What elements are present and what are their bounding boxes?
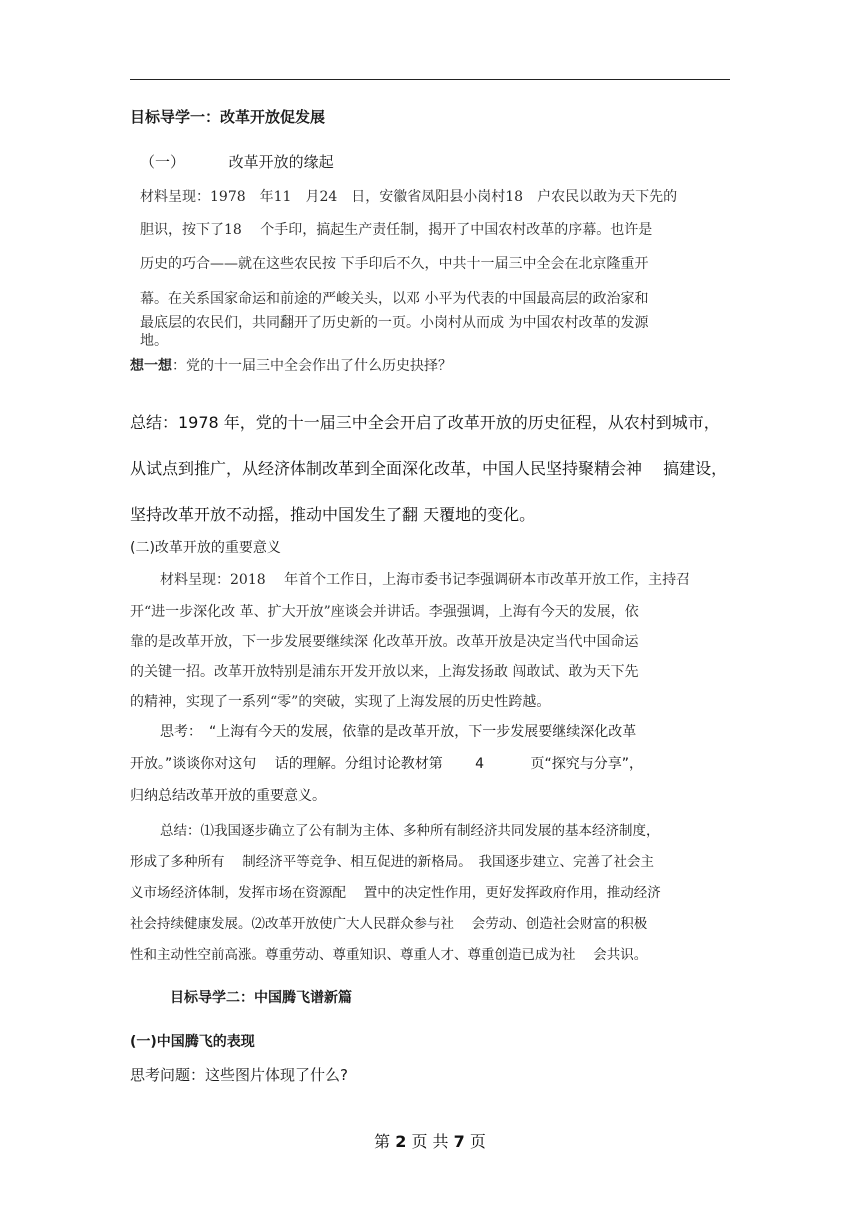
material-1-line: 幕。在关系国家命运和前途的严峻关头，以邓 小平为代表的中国最高层的政治家和 — [140, 291, 649, 307]
material-1-line: 最底层的农民们，共同翻开了历史新的一页。小岗村从而成 为中国农村改革的发源 — [140, 315, 649, 331]
think-prompt — [130, 355, 740, 375]
footer-suffix: 页 — [469, 1132, 486, 1151]
question-text: 思考问题：这些图片体现了什么? — [130, 1066, 348, 1084]
subheading-1-number: （一） — [140, 153, 186, 171]
section-heading-2: 目标导学二：中国腾飞谱新篇 — [170, 990, 352, 1006]
material-1-line: 地。 — [140, 333, 168, 349]
think-label: 想一想 — [130, 358, 172, 374]
summary-1-line: 坚持改革开放不动摇，推动中国发生了翻 天覆地的变化。 — [130, 505, 536, 524]
summary-1-line: 从试点到推广，从经济体制改革到全面深化改革，中国人民坚持聚精会神 搞建设， — [130, 459, 728, 478]
subheading-2: (二)改革开放的重要意义 — [130, 540, 281, 556]
summary-2-line: 总结：⑴我国逐步确立了公有制为主体、多种所有制经济共同发展的基本经济制度， — [160, 823, 660, 839]
summary-2-line: 形成了多种所有 制经济平等竞争、相互促进的新格局。 我国逐步建立、完善了社会主 — [130, 854, 655, 870]
summary-1-line: 总结：1978 年，党的十一届三中全会开启了改革开放的历史征程，从农村到城市， — [130, 413, 720, 432]
material-2-line: 材料呈现：2018 年首个工作日，上海市委书记李强调研本市改革开放工作，主持召 — [160, 572, 691, 588]
material-2-line: 的关键一招。改革开放特别是浦东开发开放以来，上海发扬敢 闯敢试、敢为天下先 — [130, 664, 639, 680]
reflect-line: 归纳总结改革开放的重要意义。 — [130, 788, 326, 804]
summary-2-line: 性和主动性空前高涨。尊重劳动、尊重知识、尊重人才、尊重创造已成为社 会共识。 — [130, 947, 648, 963]
footer-page-number: 2 — [395, 1132, 407, 1151]
reflect-line: 思考： “上海有今天的发展，依靠的是改革开放，下一步发展要继续深化改革 — [160, 724, 637, 740]
think-text: ：党的十一届三中全会作出了什么历史抉择？ — [172, 358, 452, 374]
summary-2-line: 社会持续健康发展。⑵改革开放使广大人民群众参与社 会劳动、创造社会财富的积极 — [130, 916, 648, 932]
footer-prefix: 第 — [374, 1132, 391, 1151]
section-heading-1: 目标导学一：改革开放促发展 — [130, 108, 326, 126]
material-2-line: 靠的是改革开放，下一步发展要继续深 化改革开放。改革开放是决定当代中国命运 — [130, 634, 639, 650]
material-1-line: 历史的巧合——就在这些农民按 下手印后不久，中共十一届三中全会在北京隆重开 — [140, 256, 649, 272]
summary-2-line: 义市场经济体制，发挥市场在资源配 置中的决定性作用，更好发挥政府作用，推动经济 — [130, 885, 661, 901]
footer-total-pages: 7 — [453, 1132, 465, 1151]
material-1-line: 胆识，按下了18 个手印，搞起生产责任制，揭开了中国农村改革的序幕。也许是 — [140, 222, 653, 238]
subheading-3: (一)中国腾飞的表现 — [130, 1034, 255, 1050]
material-2-line: 开“进一步深化改 革、扩大开放”座谈会并讲话。李强强调，上海有今天的发展，依 — [130, 604, 639, 620]
page-footer — [0, 1129, 860, 1152]
footer-mid: 页 共 — [411, 1132, 449, 1151]
subheading-1 — [140, 151, 750, 172]
subheading-1-title: 改革开放的缘起 — [228, 153, 334, 171]
material-1-line: 材料呈现：1978 年11 月24 日，安徽省凤阳县小岗村18 户农民以敢为天下先的 — [140, 189, 678, 205]
material-2-line: 的精神，实现了一系列“零”的突破，实现了上海发展的历史性跨越。 — [130, 694, 551, 710]
reflect-line: 开放。”谈谈你对这句 话的理解。分组讨论教材第 4 页“探究与分享”， — [130, 756, 644, 772]
header-rule — [130, 79, 730, 80]
